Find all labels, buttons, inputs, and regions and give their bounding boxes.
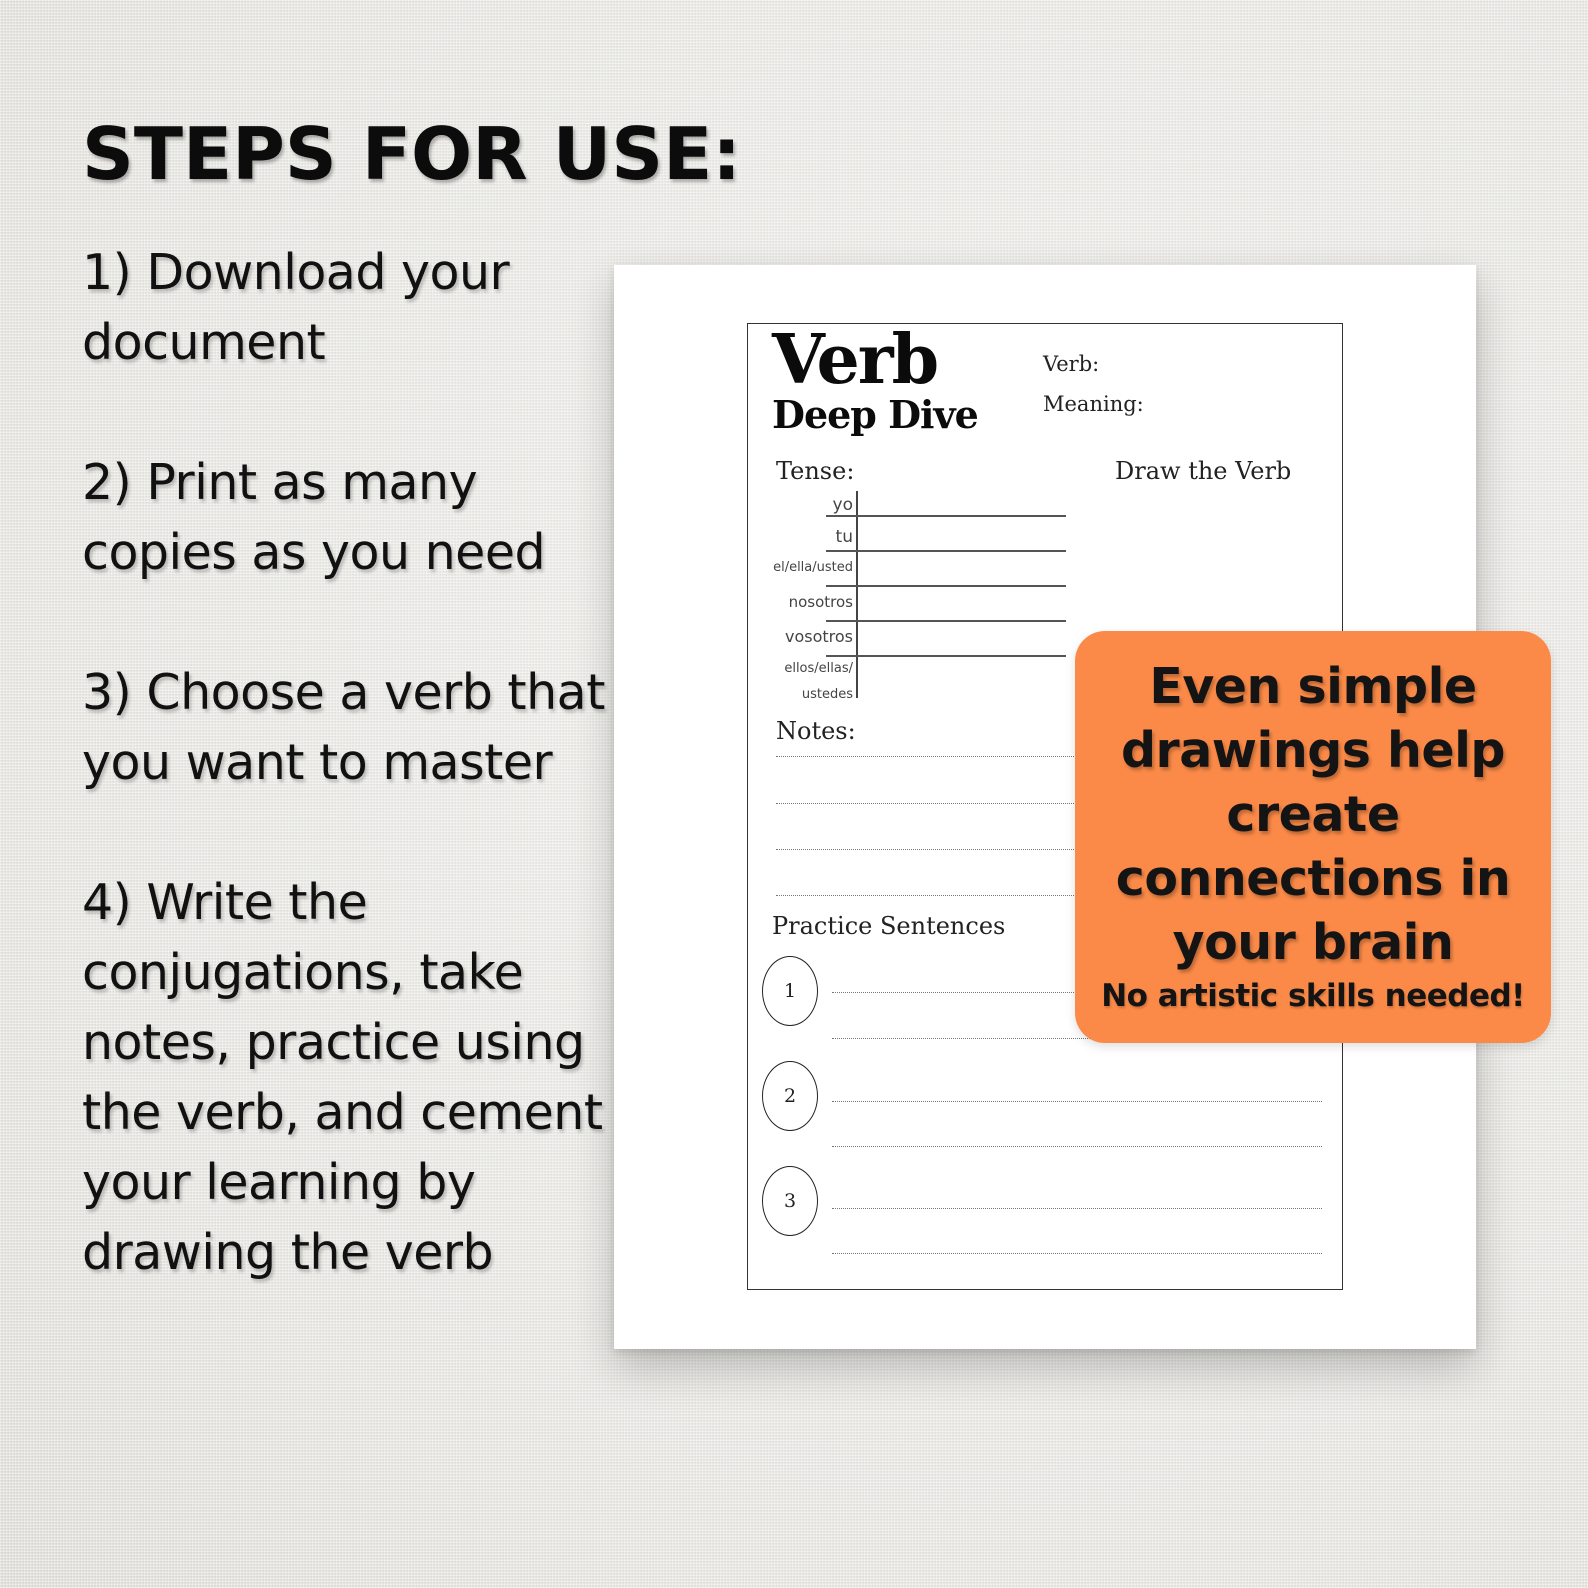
conjugation-table: [748, 491, 1068, 701]
pronoun-ellos-ellas: ellos/ellas/: [784, 661, 853, 676]
conjugation-line: [826, 550, 1066, 552]
conjugation-line: [826, 620, 1066, 622]
sentence-line: [832, 1101, 1322, 1102]
sentence-line: [832, 1208, 1322, 1209]
pronoun-tu: tu: [835, 527, 853, 547]
sentence-number-3: 3: [762, 1166, 818, 1236]
conjugation-line: [826, 655, 1066, 657]
steps-list: [82, 238, 642, 1288]
meaning-label: Meaning:: [1043, 392, 1144, 416]
worksheet-subtitle: Deep Dive: [772, 392, 978, 437]
sentence-number-1: 1: [762, 956, 818, 1026]
sentence-line: [832, 1146, 1322, 1147]
step-3: 3) Choose a verb that you want to master: [82, 664, 605, 791]
pronoun-yo: yo: [832, 495, 853, 515]
worksheet-title: Verb: [772, 320, 938, 400]
step-1: 1) Download your document: [82, 244, 510, 371]
conjugation-line: [826, 515, 1066, 517]
callout-subtext: No artistic skills needed!: [1101, 978, 1525, 1014]
notes-label: Notes:: [776, 717, 856, 745]
sentence-line: [832, 1253, 1322, 1254]
verb-label: Verb:: [1043, 352, 1100, 376]
step-4: 4) Write the conjugations, take notes, practice using the verb, and cement your learning by drawing the verb: [82, 874, 603, 1281]
pronoun-ustedes: ustedes: [801, 687, 853, 702]
pronoun-el-ella-usted: el/ella/usted: [773, 560, 853, 575]
conjugation-line: [826, 585, 1066, 587]
sentence-number-2: 2: [762, 1061, 818, 1131]
step-2: 2) Print as many copies as you need: [82, 454, 546, 581]
drawing-tip-callout: [1075, 631, 1551, 1043]
pronoun-nosotros: nosotros: [788, 593, 853, 611]
practice-sentences-label: Practice Sentences: [772, 912, 1006, 940]
steps-heading: STEPS FOR USE:: [82, 112, 742, 196]
tense-label: Tense:: [776, 457, 855, 485]
pronoun-vosotros: vosotros: [784, 627, 853, 646]
draw-the-verb-label: Draw the Verb: [1115, 457, 1292, 485]
callout-main-text: Even simple drawings help create connections in your brain: [1115, 658, 1511, 971]
conjugation-divider: [856, 491, 858, 698]
